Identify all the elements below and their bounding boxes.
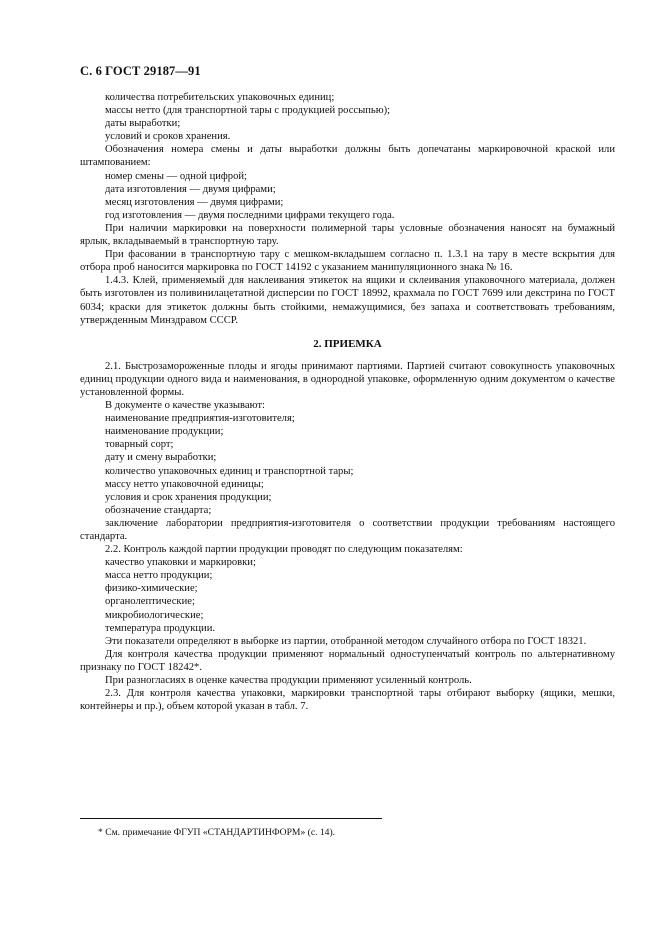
- paragraph: органолептические;: [105, 596, 195, 608]
- paragraph: наименование предприятия-изготовителя;: [105, 413, 295, 425]
- paragraph: 1.4.3. Клей, применяемый для наклеивания этикеток на ящики и склеивания упаковочного материала, должен быть изготовлен из поливинилацетатной дисперсии по ГОСТ 18992, крахмала по ГОСТ 7699 или декстрина по ГОСТ 6034; краски для этикеток должны быть стойкими, немажущимися, без запаха и соответствовать требованиям, утвержденным Минздравом СССР.: [80, 275, 615, 326]
- paragraph: масса нетто продукции;: [105, 570, 213, 582]
- paragraph: номер смены — одной цифрой;: [105, 170, 247, 182]
- paragraph: При фасовании в транспортную тару с мешком-вкладышем согласно п. 1.3.1 на тару в месте вскрытия для отбора проб наносится маркировка по ГОСТ 14192 с указанием манипуляционного знака № 16.: [80, 249, 615, 274]
- paragraph: Для контроля качества продукции применяют нормальный одноступенчатый контроль по альтернативному признаку по ГОСТ 18242*.: [80, 648, 615, 673]
- paragraph: качество упаковки и маркировки;: [105, 557, 256, 569]
- paragraph: заключение лаборатории предприятия-изготовителя о соответствии продукции требованиям настоящего стандарта.: [80, 517, 615, 542]
- document-body: [80, 91, 615, 713]
- paragraph: товарный сорт;: [105, 439, 174, 451]
- paragraph: наименование продукции;: [105, 426, 224, 438]
- paragraph: месяц изготовления — двумя цифрами;: [105, 196, 284, 208]
- paragraph: массы нетто (для транспортной тары с продукцией россыпью);: [105, 105, 391, 117]
- section-heading: 2. ПРИЕМКА: [313, 337, 382, 350]
- paragraph: Обозначения номера смены и даты выработки должны быть допечатаны маркировочной краской или штампованием:: [80, 144, 615, 169]
- paragraph: В документе о качестве указывают:: [105, 400, 265, 412]
- footnote: * См. примечание ФГУП «СТАНДАРТИНФОРМ» (с. 14).: [98, 827, 336, 838]
- footnote-divider: [80, 818, 382, 819]
- paragraph: массу нетто упаковочной единицы;: [105, 478, 264, 490]
- paragraph: количество упаковочных единиц и транспортной тары;: [105, 465, 354, 477]
- paragraph: При разногласиях в оценке качества продукции применяют усиленный контроль.: [105, 675, 472, 687]
- paragraph: 2.1. Быстрозамороженные плоды и ягоды принимают партиями. Партией считают совокупность упаковочных единиц продукции одного вида и наименования, в однородной упаковке, оформленную одним документом о качестве установленной формы.: [80, 360, 615, 398]
- paragraph: 2.3. Для контроля качества упаковки, маркировки транспортной тары отбирают выборку (ящики, мешки, контейнеры и пр.), объем которой указан в табл. 7.: [80, 688, 615, 713]
- paragraph: При наличии маркировки на поверхности полимерной тары условные обозначения наносят на бумажный ярлык, вкладываемый в транспортную тару.: [80, 222, 615, 248]
- paragraph: условия и срок хранения продукции;: [105, 491, 272, 503]
- paragraph: количества потребительских упаковочных единиц;: [105, 92, 335, 103]
- paragraph: микробиологические;: [105, 609, 204, 621]
- paragraph: 2.2. Контроль каждой партии продукции проводят по следующим показателям:: [105, 544, 463, 556]
- paragraph: физико-химические;: [105, 583, 198, 595]
- paragraph: даты выработки;: [105, 118, 181, 130]
- paragraph: температура продукции.: [105, 622, 216, 634]
- paragraph: Эти показатели определяют в выборке из партии, отобранной методом случайного отбора по ГОСТ 18321.: [105, 635, 587, 647]
- paragraph: год изготовления — двумя последними цифрами текущего года.: [105, 209, 395, 221]
- page-header: С. 6 ГОСТ 29187—91: [80, 64, 201, 78]
- paragraph: дата изготовления — двумя цифрами;: [105, 183, 276, 195]
- paragraph: обозначение стандарта;: [105, 504, 212, 516]
- paragraph: условий и сроков хранения.: [105, 131, 231, 143]
- paragraph: дату и смену выработки;: [105, 452, 217, 464]
